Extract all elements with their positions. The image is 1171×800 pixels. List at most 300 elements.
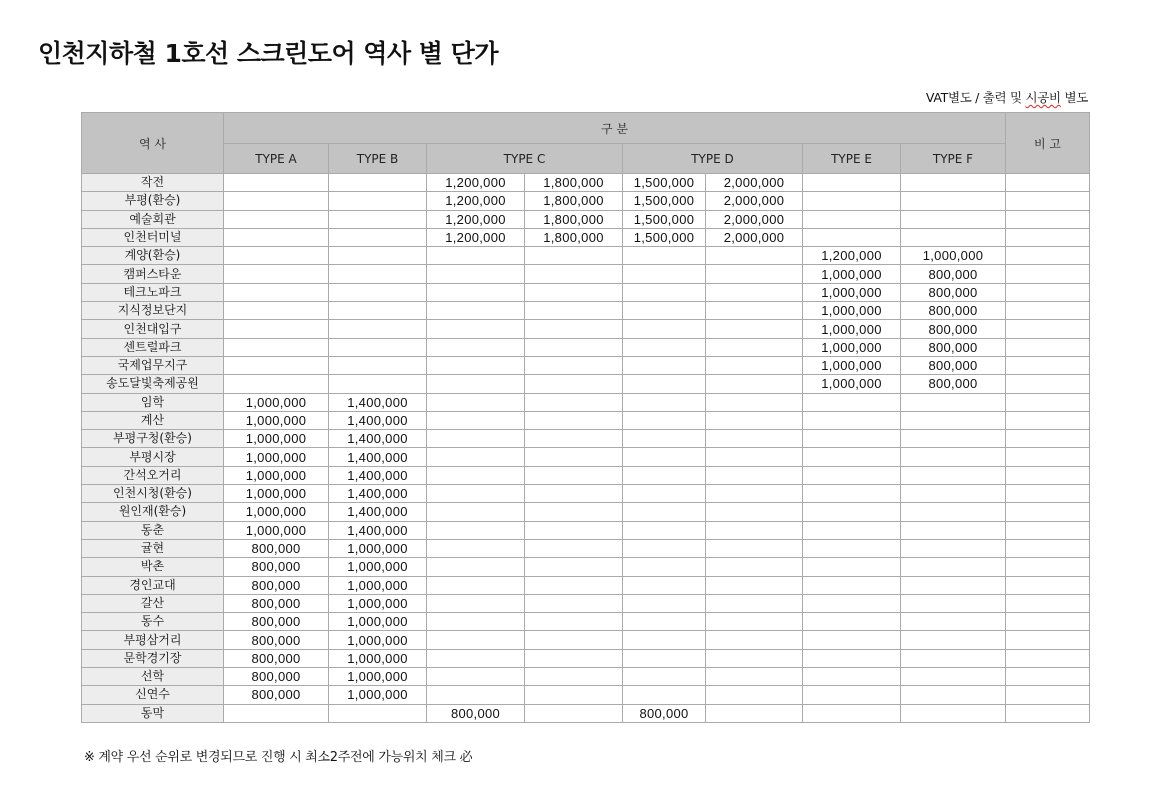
table-row <box>82 192 1090 210</box>
type-c-1-price-cell <box>427 265 525 283</box>
vat-note-suffix: 별도 <box>1060 90 1088 105</box>
type-a-price-cell <box>224 228 329 246</box>
type-d-2-price-cell <box>706 613 803 631</box>
type-c-2-price-cell <box>525 649 623 667</box>
type-f-price-cell <box>901 704 1006 722</box>
type-a-price-cell: 800,000 <box>224 613 329 631</box>
table-row <box>82 485 1090 503</box>
type-e-price-cell <box>803 594 901 612</box>
type-b-price-cell <box>329 174 427 192</box>
remarks-price-cell <box>1006 265 1090 283</box>
type-e-price-cell: 1,000,000 <box>803 283 901 301</box>
type-e-price-cell <box>803 466 901 484</box>
vat-note-prefix: VAT별도 / 출력 및 <box>925 90 1026 105</box>
type-c-2-price-cell <box>525 668 623 686</box>
type-d-1-price-cell <box>623 594 706 612</box>
type-f-price-cell <box>901 521 1006 539</box>
type-a-price-cell: 800,000 <box>224 576 329 594</box>
type-b-price-cell: 1,400,000 <box>329 411 427 429</box>
station-name-cell: 박촌 <box>82 558 224 576</box>
type-a-price-cell: 800,000 <box>224 539 329 557</box>
type-b-price-cell: 1,400,000 <box>329 503 427 521</box>
remarks-price-cell <box>1006 668 1090 686</box>
type-c-1-price-cell <box>427 631 525 649</box>
type-f-price-cell <box>901 668 1006 686</box>
type-f-price-cell <box>901 649 1006 667</box>
type-d-1-price-cell <box>623 411 706 429</box>
type-d-2-price-cell <box>706 393 803 411</box>
type-d-2-price-cell <box>706 430 803 448</box>
type-b-price-cell <box>329 356 427 374</box>
type-d-2-price-cell: 2,000,000 <box>706 174 803 192</box>
type-c-1-price-cell <box>427 247 525 265</box>
type-a-price-cell <box>224 302 329 320</box>
type-b-price-cell: 1,000,000 <box>329 558 427 576</box>
type-b-price-cell: 1,400,000 <box>329 485 427 503</box>
table-row <box>82 631 1090 649</box>
type-f-price-cell <box>901 210 1006 228</box>
type-c-2-price-cell: 1,800,000 <box>525 174 623 192</box>
station-name-cell: 부평삼거리 <box>82 631 224 649</box>
type-e-price-cell <box>803 649 901 667</box>
type-b-price-cell <box>329 265 427 283</box>
type-d-1-price-cell <box>623 265 706 283</box>
type-e-price-cell <box>803 576 901 594</box>
type-d-1-price-cell: 1,500,000 <box>623 228 706 246</box>
type-d-1-price-cell <box>623 356 706 374</box>
type-c-2-price-cell <box>525 704 623 722</box>
type-f-price-cell <box>901 485 1006 503</box>
type-e-price-cell <box>803 393 901 411</box>
type-d-2-price-cell <box>706 649 803 667</box>
type-f-price-cell: 800,000 <box>901 302 1006 320</box>
type-a-price-cell: 1,000,000 <box>224 411 329 429</box>
type-c-2-price-cell <box>525 302 623 320</box>
type-b-price-cell: 1,000,000 <box>329 668 427 686</box>
type-d-1-price-cell <box>623 247 706 265</box>
remarks-price-cell <box>1006 210 1090 228</box>
station-name-cell: 작전 <box>82 174 224 192</box>
type-d-2-price-cell <box>706 558 803 576</box>
type-c-1-price-cell <box>427 485 525 503</box>
table-row <box>82 668 1090 686</box>
type-e-price-cell <box>803 558 901 576</box>
type-d-1-price-cell <box>623 503 706 521</box>
vat-note <box>926 88 1088 106</box>
type-c-2-price-cell <box>525 375 623 393</box>
type-b-price-cell <box>329 320 427 338</box>
type-c-1-price-cell <box>427 576 525 594</box>
type-d-2-price-cell <box>706 503 803 521</box>
type-e-price-cell <box>803 192 901 210</box>
remarks-price-cell <box>1006 485 1090 503</box>
type-b-price-cell: 1,000,000 <box>329 686 427 704</box>
type-c-2-price-cell <box>525 485 623 503</box>
type-d-1-price-cell <box>623 283 706 301</box>
remarks-price-cell <box>1006 247 1090 265</box>
type-c-1-price-cell <box>427 338 525 356</box>
type-f-price-cell <box>901 613 1006 631</box>
type-c-2-price-cell <box>525 338 623 356</box>
table-row <box>82 704 1090 722</box>
type-d-2-price-cell <box>706 668 803 686</box>
type-d-1-price-cell <box>623 320 706 338</box>
type-b-price-cell <box>329 210 427 228</box>
category-header: 구 분 <box>224 113 1006 144</box>
type-d-1-price-cell <box>623 375 706 393</box>
type-d-1-price-cell <box>623 686 706 704</box>
table-row <box>82 247 1090 265</box>
type-d-2-price-cell <box>706 576 803 594</box>
table-row <box>82 283 1090 301</box>
type-c-2-price-cell <box>525 631 623 649</box>
type-e-price-cell <box>803 631 901 649</box>
type-c-2-price-cell <box>525 448 623 466</box>
station-name-cell: 인천대입구 <box>82 320 224 338</box>
type-a-price-cell <box>224 704 329 722</box>
station-name-cell: 귤현 <box>82 539 224 557</box>
table-row <box>82 265 1090 283</box>
remarks-price-cell <box>1006 594 1090 612</box>
type-a-price-cell <box>224 356 329 374</box>
page-title: 인천지하철 1호선 스크린도어 역사 별 단가 <box>38 39 498 68</box>
type-f-price-cell <box>901 558 1006 576</box>
remarks-price-cell <box>1006 613 1090 631</box>
type-d-1-price-cell <box>623 448 706 466</box>
footnote: ※ 계약 우선 순위로 변경되므로 진행 시 최소2주전에 가능위치 체크 必 <box>84 750 473 765</box>
type-c-2-price-cell <box>525 521 623 539</box>
remarks-price-cell <box>1006 686 1090 704</box>
type-b-price-cell: 1,000,000 <box>329 631 427 649</box>
type-f-price-cell <box>901 174 1006 192</box>
type-a-price-cell: 1,000,000 <box>224 521 329 539</box>
type-c-2-price-cell: 1,800,000 <box>525 228 623 246</box>
type-a-price-cell: 800,000 <box>224 686 329 704</box>
remarks-header: 비 고 <box>1006 113 1090 174</box>
type-a-price-cell: 800,000 <box>224 594 329 612</box>
remarks-price-cell <box>1006 649 1090 667</box>
type-c-1-price-cell <box>427 668 525 686</box>
type-d-2-price-cell <box>706 247 803 265</box>
table-row <box>82 576 1090 594</box>
type-a-price-cell <box>224 210 329 228</box>
type-f-price-cell: 800,000 <box>901 283 1006 301</box>
type-f-price-cell: 800,000 <box>901 320 1006 338</box>
remarks-price-cell <box>1006 430 1090 448</box>
type-e-header: TYPE E <box>803 144 901 174</box>
type-a-price-cell: 1,000,000 <box>224 448 329 466</box>
table-row <box>82 503 1090 521</box>
remarks-price-cell <box>1006 283 1090 301</box>
type-a-header: TYPE A <box>224 144 329 174</box>
type-f-price-cell <box>901 192 1006 210</box>
type-d-2-price-cell <box>706 338 803 356</box>
table-row <box>82 613 1090 631</box>
station-name-cell: 계양(환승) <box>82 247 224 265</box>
type-d-2-price-cell <box>706 320 803 338</box>
type-a-price-cell <box>224 192 329 210</box>
type-f-price-cell <box>901 393 1006 411</box>
type-b-price-cell <box>329 338 427 356</box>
type-d-1-price-cell <box>623 521 706 539</box>
type-b-price-cell: 1,400,000 <box>329 393 427 411</box>
type-d-2-price-cell <box>706 302 803 320</box>
type-e-price-cell <box>803 228 901 246</box>
remarks-price-cell <box>1006 320 1090 338</box>
type-d-2-price-cell: 2,000,000 <box>706 192 803 210</box>
type-d-1-price-cell <box>623 466 706 484</box>
type-d-1-price-cell: 800,000 <box>623 704 706 722</box>
type-f-price-cell: 800,000 <box>901 356 1006 374</box>
type-a-price-cell: 800,000 <box>224 558 329 576</box>
type-d-1-price-cell: 1,500,000 <box>623 210 706 228</box>
type-c-2-price-cell <box>525 539 623 557</box>
type-c-header: TYPE C <box>427 144 623 174</box>
station-name-cell: 센트럴파크 <box>82 338 224 356</box>
remarks-price-cell <box>1006 631 1090 649</box>
station-name-cell: 부평구청(환승) <box>82 430 224 448</box>
type-e-price-cell <box>803 503 901 521</box>
price-table-body <box>82 174 1090 723</box>
type-d-1-price-cell <box>623 558 706 576</box>
type-e-price-cell <box>803 686 901 704</box>
station-name-cell: 신연수 <box>82 686 224 704</box>
type-c-2-price-cell <box>525 283 623 301</box>
type-a-price-cell: 800,000 <box>224 649 329 667</box>
type-d-1-price-cell <box>623 576 706 594</box>
type-a-price-cell: 800,000 <box>224 668 329 686</box>
type-d-1-price-cell <box>623 485 706 503</box>
type-b-price-cell <box>329 704 427 722</box>
table-row <box>82 393 1090 411</box>
type-c-1-price-cell <box>427 594 525 612</box>
type-e-price-cell <box>803 521 901 539</box>
station-name-cell: 예술회관 <box>82 210 224 228</box>
type-b-price-cell: 1,400,000 <box>329 521 427 539</box>
type-a-price-cell <box>224 247 329 265</box>
type-e-price-cell <box>803 210 901 228</box>
station-name-cell: 선학 <box>82 668 224 686</box>
type-c-2-price-cell <box>525 247 623 265</box>
remarks-price-cell <box>1006 448 1090 466</box>
type-c-2-price-cell <box>525 613 623 631</box>
table-row <box>82 411 1090 429</box>
type-b-price-cell: 1,000,000 <box>329 539 427 557</box>
type-b-price-cell <box>329 375 427 393</box>
type-e-price-cell <box>803 485 901 503</box>
type-e-price-cell <box>803 539 901 557</box>
station-name-cell: 동춘 <box>82 521 224 539</box>
table-row <box>82 430 1090 448</box>
station-name-cell: 원인재(환승) <box>82 503 224 521</box>
station-name-cell: 지식정보단지 <box>82 302 224 320</box>
remarks-price-cell <box>1006 576 1090 594</box>
remarks-price-cell <box>1006 393 1090 411</box>
type-f-price-cell <box>901 411 1006 429</box>
table-row <box>82 210 1090 228</box>
type-e-price-cell: 1,000,000 <box>803 302 901 320</box>
type-e-price-cell: 1,000,000 <box>803 320 901 338</box>
type-f-price-cell <box>901 594 1006 612</box>
type-b-price-cell: 1,400,000 <box>329 448 427 466</box>
type-b-price-cell: 1,000,000 <box>329 613 427 631</box>
type-c-1-price-cell: 1,200,000 <box>427 228 525 246</box>
type-c-1-price-cell: 1,200,000 <box>427 174 525 192</box>
table-row <box>82 174 1090 192</box>
type-d-2-price-cell <box>706 631 803 649</box>
type-c-2-price-cell <box>525 594 623 612</box>
type-e-price-cell: 1,000,000 <box>803 356 901 374</box>
type-c-1-price-cell: 800,000 <box>427 704 525 722</box>
remarks-price-cell <box>1006 503 1090 521</box>
type-c-1-price-cell <box>427 411 525 429</box>
type-c-2-price-cell: 1,800,000 <box>525 192 623 210</box>
type-d-1-price-cell <box>623 613 706 631</box>
type-d-2-price-cell <box>706 448 803 466</box>
type-c-2-price-cell <box>525 430 623 448</box>
type-b-price-cell: 1,000,000 <box>329 649 427 667</box>
type-a-price-cell <box>224 375 329 393</box>
table-row <box>82 228 1090 246</box>
type-e-price-cell: 1,000,000 <box>803 265 901 283</box>
type-b-header: TYPE B <box>329 144 427 174</box>
type-b-price-cell: 1,400,000 <box>329 466 427 484</box>
remarks-price-cell <box>1006 174 1090 192</box>
type-e-price-cell: 1,000,000 <box>803 375 901 393</box>
type-c-2-price-cell <box>525 265 623 283</box>
remarks-price-cell <box>1006 228 1090 246</box>
type-e-price-cell <box>803 668 901 686</box>
table-row <box>82 686 1090 704</box>
type-f-price-cell <box>901 576 1006 594</box>
station-name-cell: 계산 <box>82 411 224 429</box>
type-d-2-price-cell: 2,000,000 <box>706 210 803 228</box>
type-a-price-cell <box>224 338 329 356</box>
type-a-price-cell: 1,000,000 <box>224 485 329 503</box>
station-name-cell: 임학 <box>82 393 224 411</box>
type-d-2-price-cell <box>706 539 803 557</box>
table-row <box>82 302 1090 320</box>
remarks-price-cell <box>1006 411 1090 429</box>
type-d-2-price-cell <box>706 521 803 539</box>
station-name-cell: 동수 <box>82 613 224 631</box>
type-c-2-price-cell <box>525 356 623 374</box>
table-row <box>82 338 1090 356</box>
type-a-price-cell: 1,000,000 <box>224 393 329 411</box>
vat-note-underlined: 시공비 <box>1025 90 1061 105</box>
station-name-cell: 인천시청(환승) <box>82 485 224 503</box>
table-row <box>82 521 1090 539</box>
type-f-price-cell: 800,000 <box>901 338 1006 356</box>
type-c-1-price-cell <box>427 503 525 521</box>
type-d-1-price-cell <box>623 668 706 686</box>
station-name-cell: 캠퍼스타운 <box>82 265 224 283</box>
type-c-2-price-cell <box>525 466 623 484</box>
table-row <box>82 356 1090 374</box>
station-name-cell: 문학경기장 <box>82 649 224 667</box>
type-c-1-price-cell <box>427 466 525 484</box>
station-name-cell: 테크노파크 <box>82 283 224 301</box>
type-c-1-price-cell <box>427 320 525 338</box>
type-f-price-cell <box>901 539 1006 557</box>
type-b-price-cell <box>329 302 427 320</box>
type-e-price-cell <box>803 174 901 192</box>
type-a-price-cell: 800,000 <box>224 631 329 649</box>
type-c-1-price-cell <box>427 302 525 320</box>
type-a-price-cell <box>224 265 329 283</box>
type-a-price-cell <box>224 174 329 192</box>
type-d-2-price-cell: 2,000,000 <box>706 228 803 246</box>
type-c-1-price-cell <box>427 558 525 576</box>
type-a-price-cell: 1,000,000 <box>224 466 329 484</box>
station-name-cell: 국제업무지구 <box>82 356 224 374</box>
type-c-1-price-cell <box>427 448 525 466</box>
type-e-price-cell: 1,200,000 <box>803 247 901 265</box>
type-e-price-cell <box>803 448 901 466</box>
type-e-price-cell <box>803 430 901 448</box>
type-d-2-price-cell <box>706 265 803 283</box>
type-b-price-cell <box>329 192 427 210</box>
type-d-1-price-cell <box>623 338 706 356</box>
station-name-cell: 송도달빛축제공원 <box>82 375 224 393</box>
station-name-cell: 부평(환승) <box>82 192 224 210</box>
type-b-price-cell <box>329 283 427 301</box>
price-table <box>81 112 1090 723</box>
type-c-1-price-cell <box>427 613 525 631</box>
type-c-2-price-cell <box>525 393 623 411</box>
type-c-2-price-cell <box>525 503 623 521</box>
type-f-price-cell: 800,000 <box>901 375 1006 393</box>
station-name-cell: 경인교대 <box>82 576 224 594</box>
type-d-2-price-cell <box>706 686 803 704</box>
table-row <box>82 539 1090 557</box>
remarks-price-cell <box>1006 375 1090 393</box>
remarks-price-cell <box>1006 338 1090 356</box>
station-name-cell: 동막 <box>82 704 224 722</box>
type-f-header: TYPE F <box>901 144 1006 174</box>
type-f-price-cell <box>901 686 1006 704</box>
table-row <box>82 594 1090 612</box>
remarks-price-cell <box>1006 302 1090 320</box>
type-a-price-cell <box>224 320 329 338</box>
type-d-1-price-cell <box>623 539 706 557</box>
type-c-2-price-cell <box>525 686 623 704</box>
type-d-1-price-cell <box>623 649 706 667</box>
type-e-price-cell: 1,000,000 <box>803 338 901 356</box>
station-name-cell: 부평시장 <box>82 448 224 466</box>
station-name-cell: 간석오거리 <box>82 466 224 484</box>
table-row <box>82 448 1090 466</box>
type-c-2-price-cell <box>525 320 623 338</box>
remarks-price-cell <box>1006 356 1090 374</box>
type-f-price-cell <box>901 466 1006 484</box>
type-d-1-price-cell <box>623 302 706 320</box>
type-c-1-price-cell: 1,200,000 <box>427 210 525 228</box>
type-c-1-price-cell <box>427 356 525 374</box>
remarks-price-cell <box>1006 192 1090 210</box>
type-b-price-cell <box>329 228 427 246</box>
type-f-price-cell <box>901 631 1006 649</box>
type-d-1-price-cell <box>623 430 706 448</box>
remarks-price-cell <box>1006 558 1090 576</box>
type-d-2-price-cell <box>706 594 803 612</box>
type-d-1-price-cell: 1,500,000 <box>623 192 706 210</box>
type-c-1-price-cell <box>427 649 525 667</box>
type-d-1-price-cell: 1,500,000 <box>623 174 706 192</box>
type-b-price-cell: 1,400,000 <box>329 430 427 448</box>
type-d-2-price-cell <box>706 466 803 484</box>
type-c-2-price-cell: 1,800,000 <box>525 210 623 228</box>
